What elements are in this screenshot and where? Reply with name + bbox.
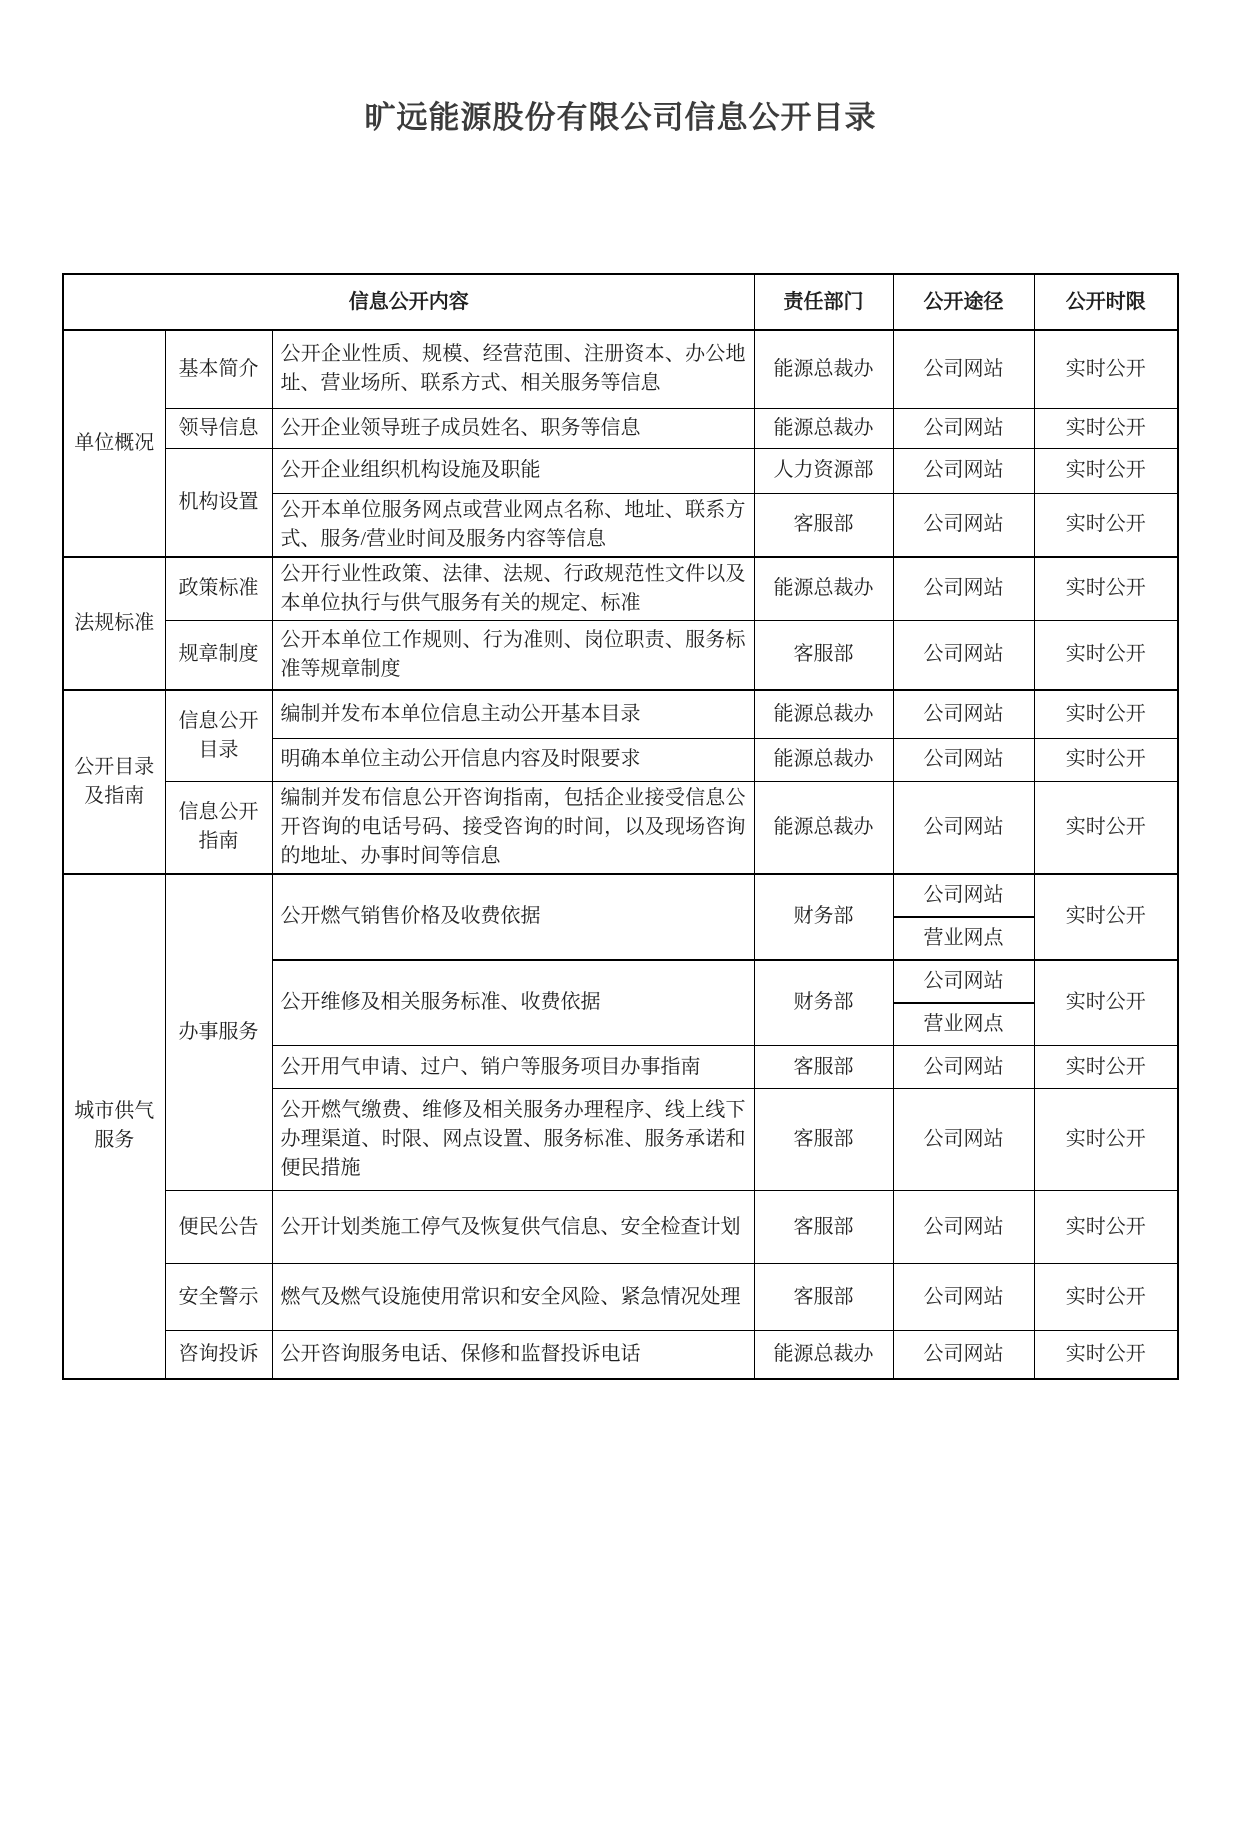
header-deadline: 公开时限 bbox=[1034, 274, 1178, 330]
dept-cell: 客服部 bbox=[754, 1264, 893, 1331]
table-row bbox=[63, 330, 1178, 408]
deadline-cell: 实时公开 bbox=[1034, 1089, 1178, 1191]
dept-cell: 能源总裁办 bbox=[754, 408, 893, 448]
deadline-cell: 实时公开 bbox=[1034, 1046, 1178, 1089]
dept-cell: 人力资源部 bbox=[754, 448, 893, 493]
channel-cell: 公司网站 bbox=[893, 330, 1034, 408]
header-channel: 公开途径 bbox=[893, 274, 1034, 330]
content-cell: 公开燃气缴费、维修及相关服务办理程序、线上线下办理渠道、时限、网点设置、服务标准、服务承诺和便民措施 bbox=[272, 1089, 754, 1191]
category-cell: 单位概况 bbox=[63, 330, 165, 557]
deadline-cell: 实时公开 bbox=[1034, 1191, 1178, 1264]
channel-cell: 公司网站 bbox=[893, 690, 1034, 738]
category-cell: 公开目录及指南 bbox=[63, 690, 165, 874]
subcategory-cell: 规章制度 bbox=[165, 620, 272, 690]
dept-cell: 能源总裁办 bbox=[754, 781, 893, 874]
deadline-cell: 实时公开 bbox=[1034, 960, 1178, 1046]
table-row bbox=[63, 557, 1178, 621]
info-disclosure-table bbox=[62, 273, 1179, 1380]
table-row bbox=[63, 1191, 1178, 1264]
content-cell: 编制并发布信息公开咨询指南，包括企业接受信息公开咨询的电话号码、接受咨询的时间，以及现场咨询的地址、办事时间等信息 bbox=[272, 781, 754, 874]
category-cell: 城市供气服务 bbox=[63, 874, 165, 1379]
content-cell: 公开企业领导班子成员姓名、职务等信息 bbox=[272, 408, 754, 448]
content-cell: 公开用气申请、过户、销户等服务项目办事指南 bbox=[272, 1046, 754, 1089]
table-row bbox=[63, 448, 1178, 493]
document-page bbox=[0, 92, 1241, 1846]
dept-cell: 财务部 bbox=[754, 874, 893, 960]
content-cell: 燃气及燃气设施使用常识和安全风险、紧急情况处理 bbox=[272, 1264, 754, 1331]
content-cell: 公开维修及相关服务标准、收费依据 bbox=[272, 960, 754, 1046]
header-dept: 责任部门 bbox=[754, 274, 893, 330]
deadline-cell: 实时公开 bbox=[1034, 1331, 1178, 1379]
channel-cell: 公司网站 bbox=[893, 1331, 1034, 1379]
subcategory-cell: 政策标准 bbox=[165, 557, 272, 621]
channel-cell: 公司网站 bbox=[893, 960, 1034, 1003]
deadline-cell: 实时公开 bbox=[1034, 330, 1178, 408]
table-row bbox=[63, 781, 1178, 874]
channel-cell: 营业网点 bbox=[893, 1003, 1034, 1046]
channel-cell: 公司网站 bbox=[893, 1089, 1034, 1191]
category-cell: 法规标准 bbox=[63, 557, 165, 691]
subcategory-cell: 信息公开指南 bbox=[165, 781, 272, 874]
content-cell: 公开企业性质、规模、经营范围、注册资本、办公地址、营业场所、联系方式、相关服务等信息 bbox=[272, 330, 754, 408]
dept-cell: 能源总裁办 bbox=[754, 330, 893, 408]
content-cell: 公开本单位服务网点或营业网点名称、地址、联系方式、服务/营业时间及服务内容等信息 bbox=[272, 493, 754, 557]
channel-cell: 公司网站 bbox=[893, 781, 1034, 874]
table-row bbox=[63, 620, 1178, 690]
page-title: 旷远能源股份有限公司信息公开目录 bbox=[364, 100, 877, 135]
content-cell: 公开计划类施工停气及恢复供气信息、安全检查计划 bbox=[272, 1191, 754, 1264]
content-cell: 公开行业性政策、法律、法规、行政规范性文件以及本单位执行与供气服务有关的规定、标准 bbox=[272, 557, 754, 621]
content-cell: 编制并发布本单位信息主动公开基本目录 bbox=[272, 690, 754, 738]
content-cell: 公开燃气销售价格及收费依据 bbox=[272, 874, 754, 960]
dept-cell: 能源总裁办 bbox=[754, 738, 893, 781]
table-row bbox=[63, 408, 1178, 448]
dept-cell: 客服部 bbox=[754, 1191, 893, 1264]
table-row bbox=[63, 1331, 1178, 1379]
dept-cell: 客服部 bbox=[754, 1089, 893, 1191]
deadline-cell: 实时公开 bbox=[1034, 408, 1178, 448]
dept-cell: 能源总裁办 bbox=[754, 690, 893, 738]
header-row bbox=[63, 274, 1178, 330]
channel-cell: 公司网站 bbox=[893, 1191, 1034, 1264]
deadline-cell: 实时公开 bbox=[1034, 448, 1178, 493]
dept-cell: 能源总裁办 bbox=[754, 1331, 893, 1379]
dept-cell: 客服部 bbox=[754, 493, 893, 557]
content-cell: 公开本单位工作规则、行为准则、岗位职责、服务标准等规章制度 bbox=[272, 620, 754, 690]
content-cell: 公开企业组织机构设施及职能 bbox=[272, 448, 754, 493]
subcategory-cell: 办事服务 bbox=[165, 874, 272, 1191]
subcategory-cell: 信息公开目录 bbox=[165, 690, 272, 781]
table-row bbox=[63, 874, 1178, 917]
table-row bbox=[63, 690, 1178, 738]
channel-cell: 公司网站 bbox=[893, 874, 1034, 917]
deadline-cell: 实时公开 bbox=[1034, 620, 1178, 690]
deadline-cell: 实时公开 bbox=[1034, 738, 1178, 781]
channel-cell: 营业网点 bbox=[893, 917, 1034, 960]
table-container bbox=[62, 273, 1179, 1380]
deadline-cell: 实时公开 bbox=[1034, 557, 1178, 621]
deadline-cell: 实时公开 bbox=[1034, 874, 1178, 960]
deadline-cell: 实时公开 bbox=[1034, 781, 1178, 874]
channel-cell: 公司网站 bbox=[893, 620, 1034, 690]
channel-cell: 公司网站 bbox=[893, 738, 1034, 781]
deadline-cell: 实时公开 bbox=[1034, 493, 1178, 557]
channel-cell: 公司网站 bbox=[893, 448, 1034, 493]
deadline-cell: 实时公开 bbox=[1034, 690, 1178, 738]
subcategory-cell: 领导信息 bbox=[165, 408, 272, 448]
subcategory-cell: 便民公告 bbox=[165, 1191, 272, 1264]
deadline-cell: 实时公开 bbox=[1034, 1264, 1178, 1331]
channel-cell: 公司网站 bbox=[893, 408, 1034, 448]
content-cell: 明确本单位主动公开信息内容及时限要求 bbox=[272, 738, 754, 781]
header-content: 信息公开内容 bbox=[63, 274, 754, 330]
subcategory-cell: 基本简介 bbox=[165, 330, 272, 408]
subcategory-cell: 咨询投诉 bbox=[165, 1331, 272, 1379]
table-row bbox=[63, 1264, 1178, 1331]
dept-cell: 财务部 bbox=[754, 960, 893, 1046]
dept-cell: 客服部 bbox=[754, 1046, 893, 1089]
content-cell: 公开咨询服务电话、保修和监督投诉电话 bbox=[272, 1331, 754, 1379]
dept-cell: 客服部 bbox=[754, 620, 893, 690]
channel-cell: 公司网站 bbox=[893, 493, 1034, 557]
channel-cell: 公司网站 bbox=[893, 1264, 1034, 1331]
channel-cell: 公司网站 bbox=[893, 1046, 1034, 1089]
subcategory-cell: 安全警示 bbox=[165, 1264, 272, 1331]
dept-cell: 能源总裁办 bbox=[754, 557, 893, 621]
channel-cell: 公司网站 bbox=[893, 557, 1034, 621]
subcategory-cell: 机构设置 bbox=[165, 448, 272, 557]
